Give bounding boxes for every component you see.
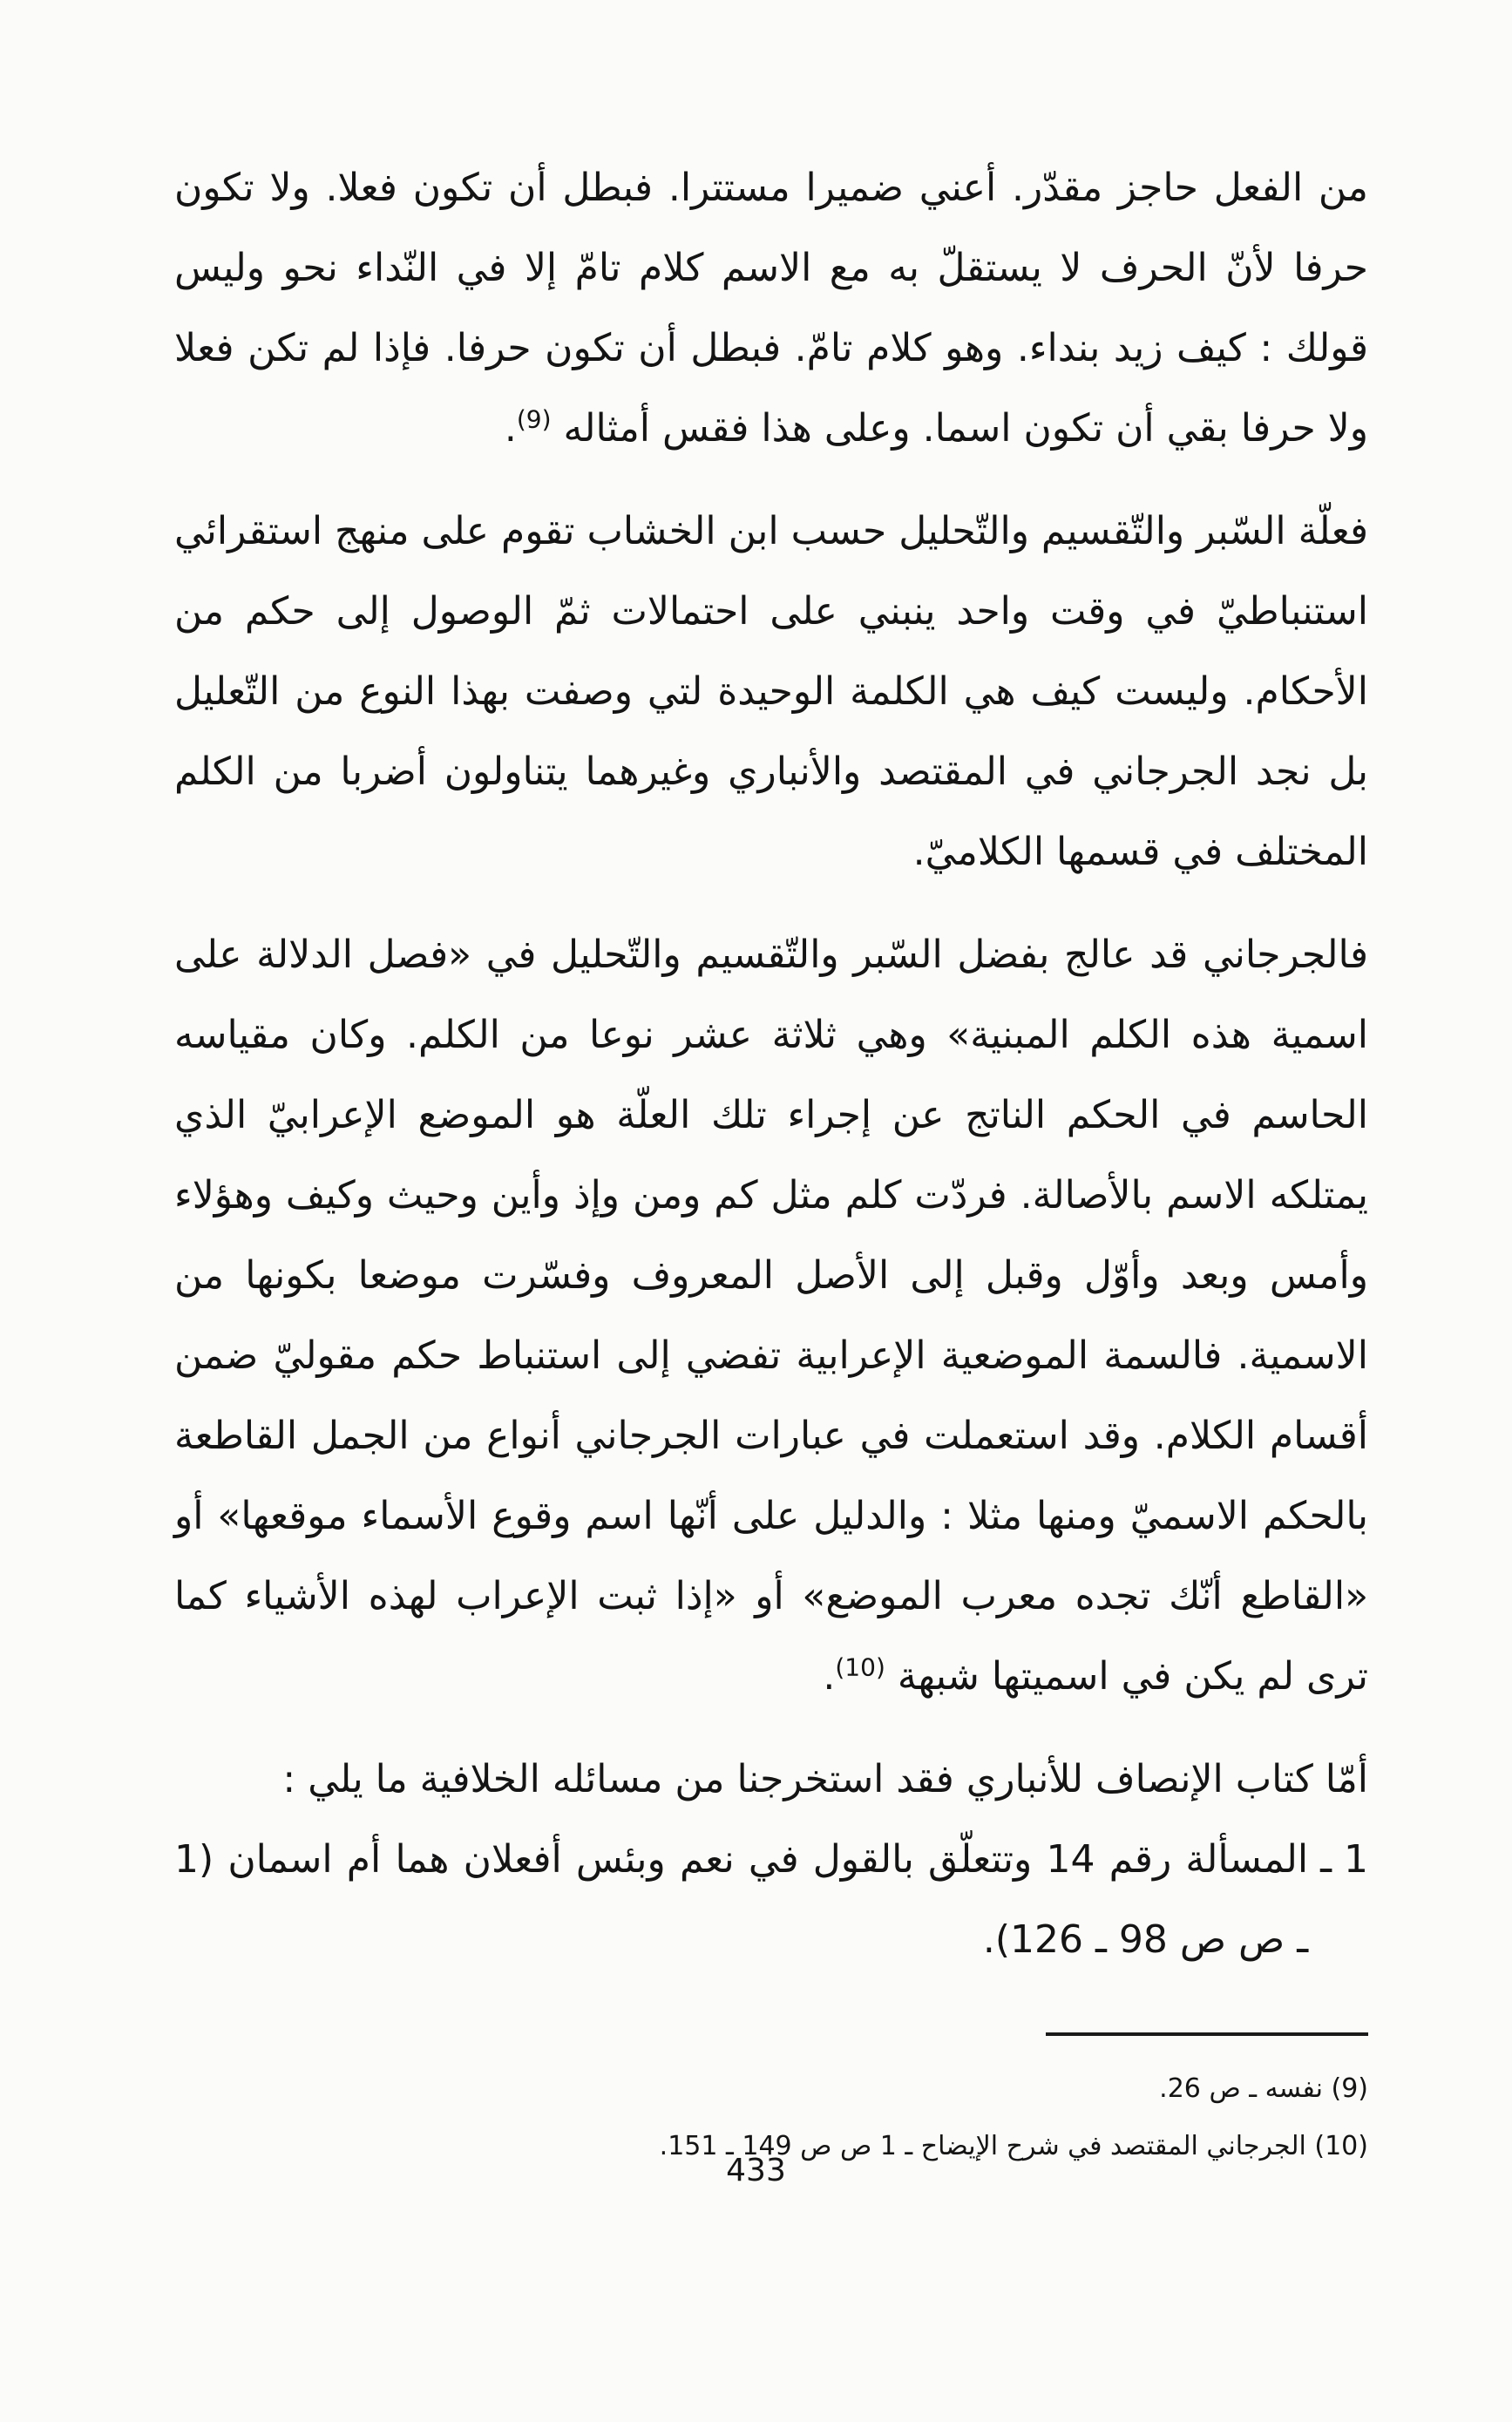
list-item-text: المسألة رقم 14 وتتعلّق بالقول في نعم وبئس أفعلان هما أم اسمان (1 ـ ص ص 98 ـ 126). bbox=[174, 1837, 1309, 1962]
paragraph-2 bbox=[174, 492, 1368, 892]
footnote-9: (9) نفسه ـ ص 26. bbox=[1159, 2073, 1368, 2104]
paragraph-3-text: فالجرجاني قد عالج بفضل السّبر والتّقسيم والتّحليل في «فصل الدلالة على اسمية هذه الكلم المبنية» وهي ثلاثة عشر نوعا من الكلم. وكان مقياسه الحاسم في الحكم الناتج عن إجراء تلك العلّة هو الموضع الإعرابيّ الذي يمتلكه الاسم بالأصالة. فردّت كلم مثل كم ومن وإذ وأين وحيث وكيف وهؤلاء وأمس وبعد وأوّل وقبل إلى الأصل المعروف وفسّرت موضعا بكونها من الاسمية. فالسمة الموضعية الإعرابية تفضي إلى استنباط حكم مقوليّ ضمن أقسام الكلام. وقد استعملت في عبارات الجرجاني أنواع من الجمل القاطعة بالحكم الاسميّ ومنها مثلا : والدليل على أنّها اسم وقوع الأسماء موقعها» أو «القاطع أنّك تجده معرب الموضع» أو «إذا ثبت الإعراب لهذه الأشياء كما ترى لم يكن في اسميتها شبهة bbox=[174, 933, 1368, 1699]
page-number: 433 bbox=[726, 2153, 786, 2188]
list-item-number: 1 ـ bbox=[1320, 1837, 1368, 1882]
footnote-ref-9[interactable]: (9) bbox=[516, 404, 552, 434]
paragraph-4-text: أمّا كتاب الإنصاف للأنباري فقد استخرجنا من مسائله الخلافية ما يلي : bbox=[282, 1757, 1368, 1801]
document-page bbox=[174, 148, 1368, 2175]
footnote-10: (10) الجرجاني المقتصد في شرح الإيضاح ـ 1 ص ص 149 ـ 151. bbox=[659, 2131, 1368, 2161]
paragraph-4 bbox=[174, 1740, 1368, 1820]
paragraph-3-end: . bbox=[823, 1654, 836, 1699]
paragraph-3 bbox=[174, 915, 1368, 1717]
footnote-divider bbox=[1046, 2032, 1368, 2036]
paragraph-1-end: . bbox=[504, 406, 517, 451]
paragraph-2-text: فعلّة السّبر والتّقسيم والتّحليل حسب ابن الخشاب تقوم على منهج استقرائي استنباطيّ في وقت واحد ينبني على احتمالات ثمّ الوصول إلى حكم من الأحكام. وليست كيف هي الكلمة الوحيدة لتي وصفت بهذا النوع من التّعليل بل نجد الجرجاني في المقتصد والأنباري وغيرهما يتناولون أضربا من الكلم المختلف في قسمها الكلاميّ. bbox=[174, 509, 1368, 874]
footnote-ref-10[interactable]: (10) bbox=[835, 1652, 885, 1682]
paragraph-1 bbox=[174, 148, 1368, 469]
paragraph-1-text: من الفعل حاجز مقدّر. أعني ضميرا مستترا. فبطل أن تكون فعلا. ولا تكون حرفا لأنّ الحرف لا يستقلّ به مع الاسم كلام تامّ إلا في النّداء نحو وليس قولك : كيف زيد بنداء. وهو كلام تامّ. فبطل أن تكون حرفا. فإذا لم تكن فعلا ولا حرفا بقي أن تكون اسما. وعلى هذا فقس أمثاله bbox=[174, 166, 1368, 451]
list-item-1 bbox=[174, 1820, 1368, 1980]
